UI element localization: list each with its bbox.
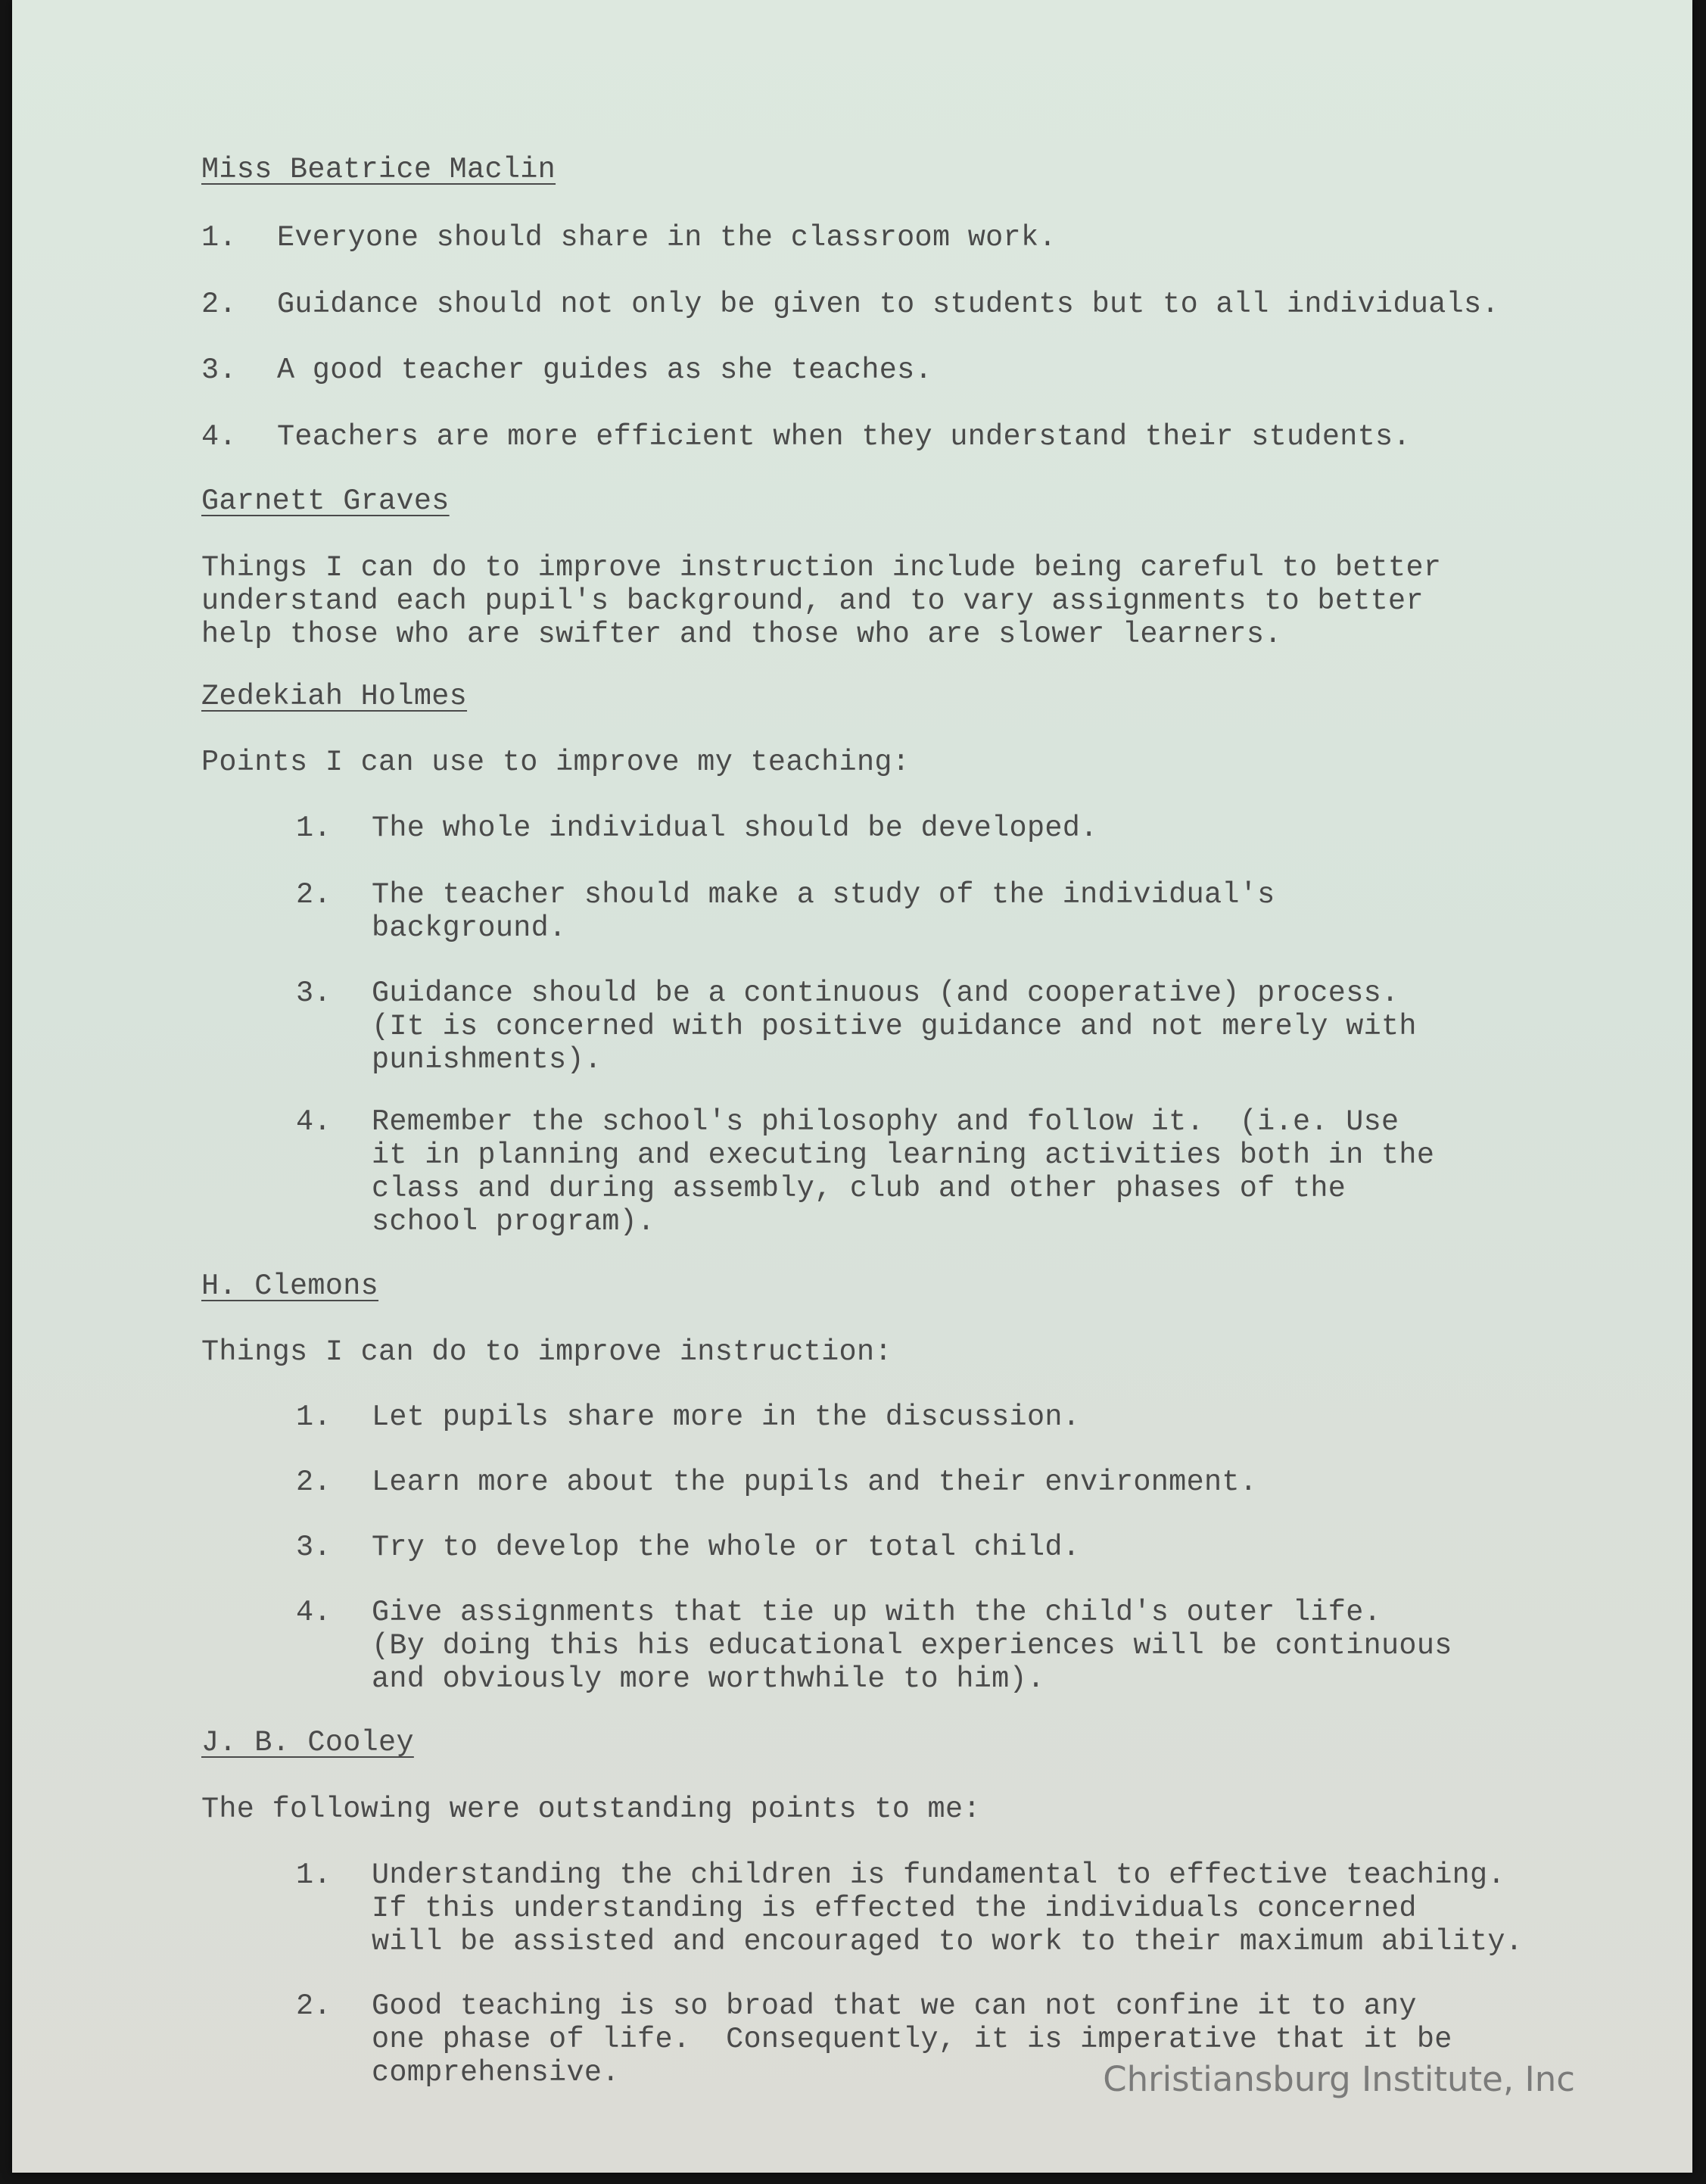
item-number: 1. — [296, 1400, 332, 1434]
item-text: Let pupils share more in the discussion. — [372, 1400, 1081, 1434]
section-heading-maclin: Miss Beatrice Maclin — [201, 153, 556, 186]
typed-page — [12, 0, 1692, 2173]
item-number: 4. — [296, 1596, 332, 1629]
list-item — [296, 977, 1692, 1110]
list-item — [296, 1989, 1692, 2123]
list-item — [296, 1858, 1692, 1992]
item-number: 4. — [201, 420, 237, 453]
item-number: 2. — [296, 878, 332, 911]
item-number: 3. — [296, 1531, 332, 1564]
item-number: 1. — [296, 1858, 332, 1892]
item-text: A good teacher guides as she teaches. — [277, 354, 932, 387]
item-number: 4. — [296, 1105, 332, 1139]
item-number: 1. — [201, 221, 237, 254]
item-text: Try to develop the whole or total child. — [372, 1531, 1081, 1564]
item-text: Teachers are more efficient when they understand their students. — [277, 420, 1411, 453]
item-number: 2. — [296, 1989, 332, 2023]
section-heading-clemons: H. Clemons — [201, 1270, 379, 1303]
section-intro: The following were outstanding points to me: — [201, 1793, 981, 1826]
watermark: Christiansburg Institute, Inc — [1103, 2059, 1575, 2099]
item-text: Guidance should be a continuous (and cooperative) process. (It is concerned with positive guidance and not merely with punishments). — [372, 977, 1417, 1076]
item-number: 3. — [296, 977, 332, 1010]
section-intro: Points I can use to improve my teaching: — [201, 746, 911, 779]
section-heading-cooley: J. B. Cooley — [201, 1726, 414, 1759]
item-text: Guidance should not only be given to students but to all individuals. — [277, 288, 1499, 321]
item-number: 2. — [296, 1466, 332, 1499]
list-item — [296, 1596, 1692, 1729]
item-number: 1. — [296, 812, 332, 845]
section-heading-graves: Garnett Graves — [201, 484, 450, 518]
item-text: Everyone should share in the classroom work. — [277, 221, 1057, 254]
item-text: The whole individual should be developed. — [372, 812, 1098, 845]
item-text: Remember the school's philosophy and follow it. (i.e. Use it in planning and executing learning activities both in the class and during assembly, club and other phases of the school program). — [372, 1105, 1435, 1238]
paragraph: Things I can do to improve instruction include being careful to better understand each pupil's background, and to vary assignments to better help those who are swifter and those who are slower learners. — [201, 551, 1442, 651]
list-item — [296, 1105, 1692, 1238]
item-text: Learn more about the pupils and their environment. — [372, 1466, 1258, 1499]
item-number: 2. — [201, 288, 237, 321]
item-text: Good teaching is so broad that we can not confine it to any one phase of life. Consequently, it is imperative that it be comprehensive. — [372, 1989, 1452, 2089]
item-text: Understanding the children is fundamental to effective teaching. If this understanding is effected the individuals concerned will be assisted and encouraged to work to their maximum ability. — [372, 1858, 1524, 1958]
item-text: Give assignments that tie up with the child's outer life. (By doing this his educational experiences will be continuous and obviously more worthwhile to him). — [372, 1596, 1452, 1696]
section-intro: Things I can do to improve instruction: — [201, 1335, 892, 1369]
item-number: 3. — [201, 354, 237, 387]
section-heading-holmes: Zedekiah Holmes — [201, 680, 468, 713]
item-text: The teacher should make a study of the individual's background. — [372, 878, 1275, 945]
